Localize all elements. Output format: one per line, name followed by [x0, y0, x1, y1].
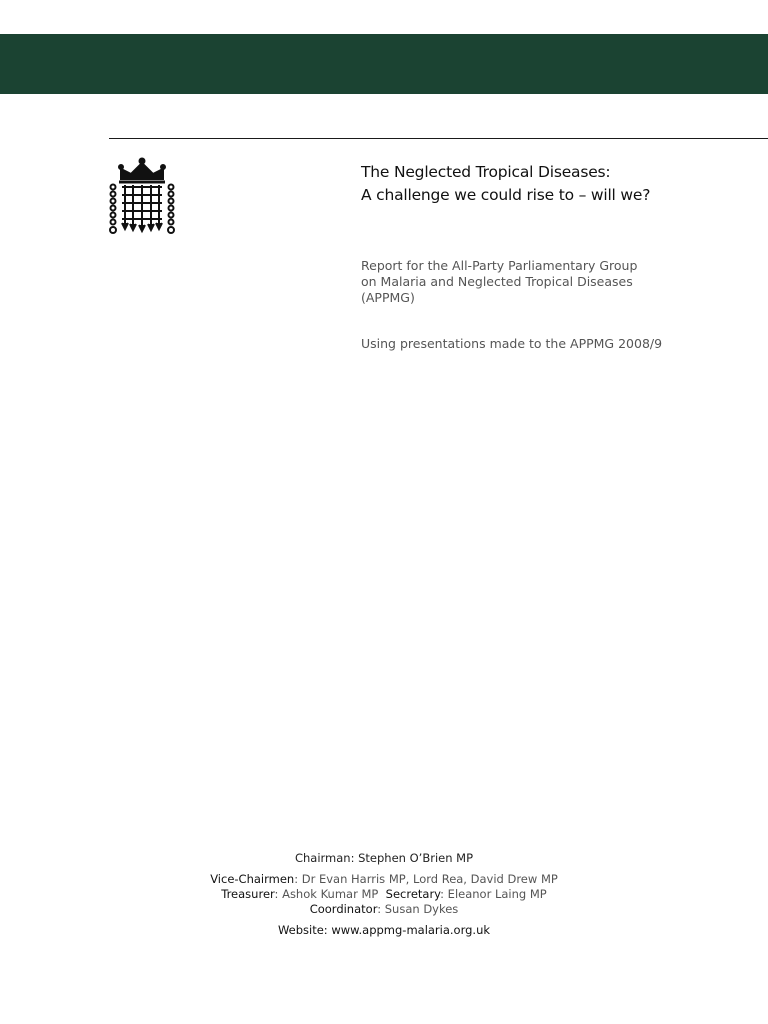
report-line-2: on Malaria and Neglected Tropical Diseases	[361, 274, 633, 289]
website-line: Website: www.appmg-malaria.org.uk	[277, 923, 491, 937]
header-band	[0, 34, 768, 94]
report-description	[361, 258, 661, 306]
treasurer-value: : Ashok Kumar MP	[274, 887, 379, 901]
report-line-3: (APPMG)	[361, 290, 415, 305]
coordinator-line	[0, 902, 768, 916]
secretary-label: Secretary	[385, 887, 441, 901]
vice-chairmen-label: Vice-Chairmen	[210, 872, 295, 886]
treasurer-label: Treasurer	[221, 887, 275, 901]
vice-chairmen-line	[0, 872, 768, 886]
portcullis-crown-icon	[107, 157, 177, 237]
chairman-line: Chairman: Stephen O’Brien MP	[294, 851, 474, 865]
secretary-value: : Eleanor Laing MP	[440, 887, 547, 901]
horizontal-rule	[109, 138, 768, 139]
vice-chairmen-value: : Dr Evan Harris MP, Lord Rea, David Drew MP	[294, 872, 558, 886]
title-line-1: The Neglected Tropical Diseases:	[361, 163, 611, 181]
coordinator-label: Coordinator	[309, 902, 378, 916]
title-line-2: A challenge we could rise to – will we?	[361, 186, 651, 204]
presentations-note: Using presentations made to the APPMG 2008/9	[361, 336, 663, 351]
officers-line	[0, 887, 768, 901]
document-title	[361, 161, 761, 207]
report-line-1: Report for the All-Party Parliamentary Group	[361, 258, 638, 273]
coordinator-value: : Susan Dykes	[377, 902, 459, 916]
